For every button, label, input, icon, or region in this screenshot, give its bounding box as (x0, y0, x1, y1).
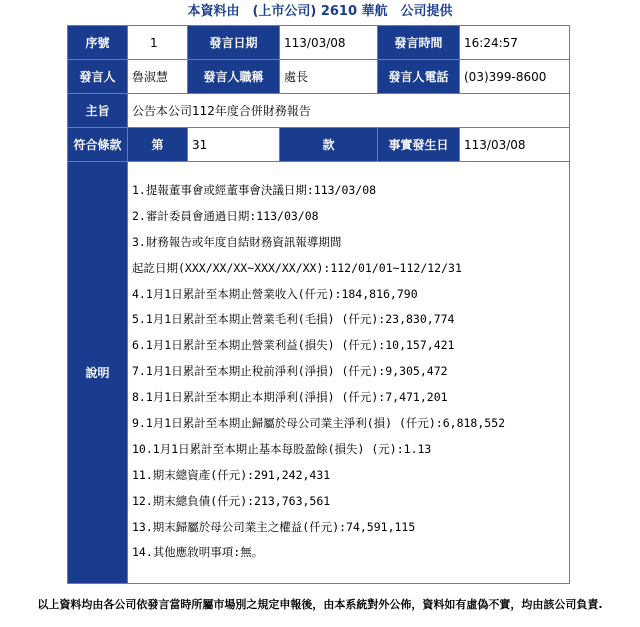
fact-date-label: 事實發生日 (378, 128, 460, 162)
disclaimer-footer: 以上資料均由各公司依發言當時所屬市場別之規定申報後，由本系統對外公佈，資料如有虛偽不實，均由該公司負責. (37, 598, 603, 611)
subject-value: 公告本公司112年度合併財務報告 (128, 94, 570, 128)
announce-time-label: 發言時間 (378, 26, 460, 60)
description-line: 起訖日期(XXX/XX/XX~XXX/XX/XX):112/01/01~112/12/31 (132, 260, 462, 275)
description-line: 1.提報董事會或經董事會決議日期:113/03/08 (132, 183, 377, 197)
description-line: 2.審計委員會通過日期:113/03/08 (132, 208, 319, 223)
spokesperson-phone-label: 發言人電話 (378, 60, 460, 94)
subject-label: 主旨 (68, 94, 128, 128)
table-row (68, 128, 570, 162)
description-line: 9.1月1日累計至本期止歸屬於母公司業主淨利(損) (仟元):6,818,552 (132, 416, 506, 431)
description-line: 4.1月1日累計至本期止營業收入(仟元):184,816,790 (132, 286, 418, 301)
description-line: 6.1月1日累計至本期止營業利益(損失) (仟元):10,157,421 (132, 338, 455, 353)
description-line: 10.1月1日累計至本期止基本每股盈餘(損失) (元):1.13 (132, 441, 432, 456)
spokesperson-title-label: 發言人職稱 (188, 60, 280, 94)
clause-di-label: 第 (128, 128, 188, 162)
description-line: 13.期末歸屬於母公司業主之權益(仟元):74,591,115 (132, 519, 416, 534)
clause-kuan-label: 款 (280, 128, 378, 162)
announcement-table (67, 25, 570, 584)
spokesperson-title-value: 處長 (280, 60, 378, 94)
description-line: 12.期末總負債(仟元):213,763,561 (132, 493, 331, 508)
table-row (68, 94, 570, 128)
spokesperson-value: 魯淑慧 (128, 60, 188, 94)
description-label: 說明 (68, 162, 128, 584)
description-line: 3.財務報告或年度自結財務資訊報導期間 (132, 234, 342, 249)
description-list (132, 162, 569, 566)
spokesperson-phone-value: (03)399-8600 (460, 60, 570, 94)
clause-label: 符合條款 (68, 128, 128, 162)
table-row (68, 26, 570, 60)
fact-date-value: 113/03/08 (460, 128, 570, 162)
description-line: 14.其他應敘明事項:無。 (132, 545, 264, 560)
spokesperson-label: 發言人 (68, 60, 128, 94)
page-title: 本資料由 (上市公司) 2610 華航 公司提供 (187, 4, 453, 19)
clause-number-value: 31 (188, 128, 280, 162)
description-line: 5.1月1日累計至本期止營業毛利(毛損) (仟元):23,830,774 (132, 312, 455, 327)
announce-time-value: 16:24:57 (460, 26, 570, 60)
serial-value: 1 (128, 26, 188, 60)
table-row (68, 162, 570, 584)
description-line: 8.1月1日累計至本期止本期淨利(淨損) (仟元):7,471,201 (132, 390, 448, 405)
description-line: 7.1月1日累計至本期止稅前淨利(淨損) (仟元):9,305,472 (132, 364, 448, 379)
table-row (68, 60, 570, 94)
description-line: 11.期末總資產(仟元):291,242,431 (132, 467, 331, 482)
serial-label: 序號 (68, 26, 128, 60)
description-cell (128, 162, 570, 584)
announce-date-label: 發言日期 (188, 26, 280, 60)
announce-date-value: 113/03/08 (280, 26, 378, 60)
